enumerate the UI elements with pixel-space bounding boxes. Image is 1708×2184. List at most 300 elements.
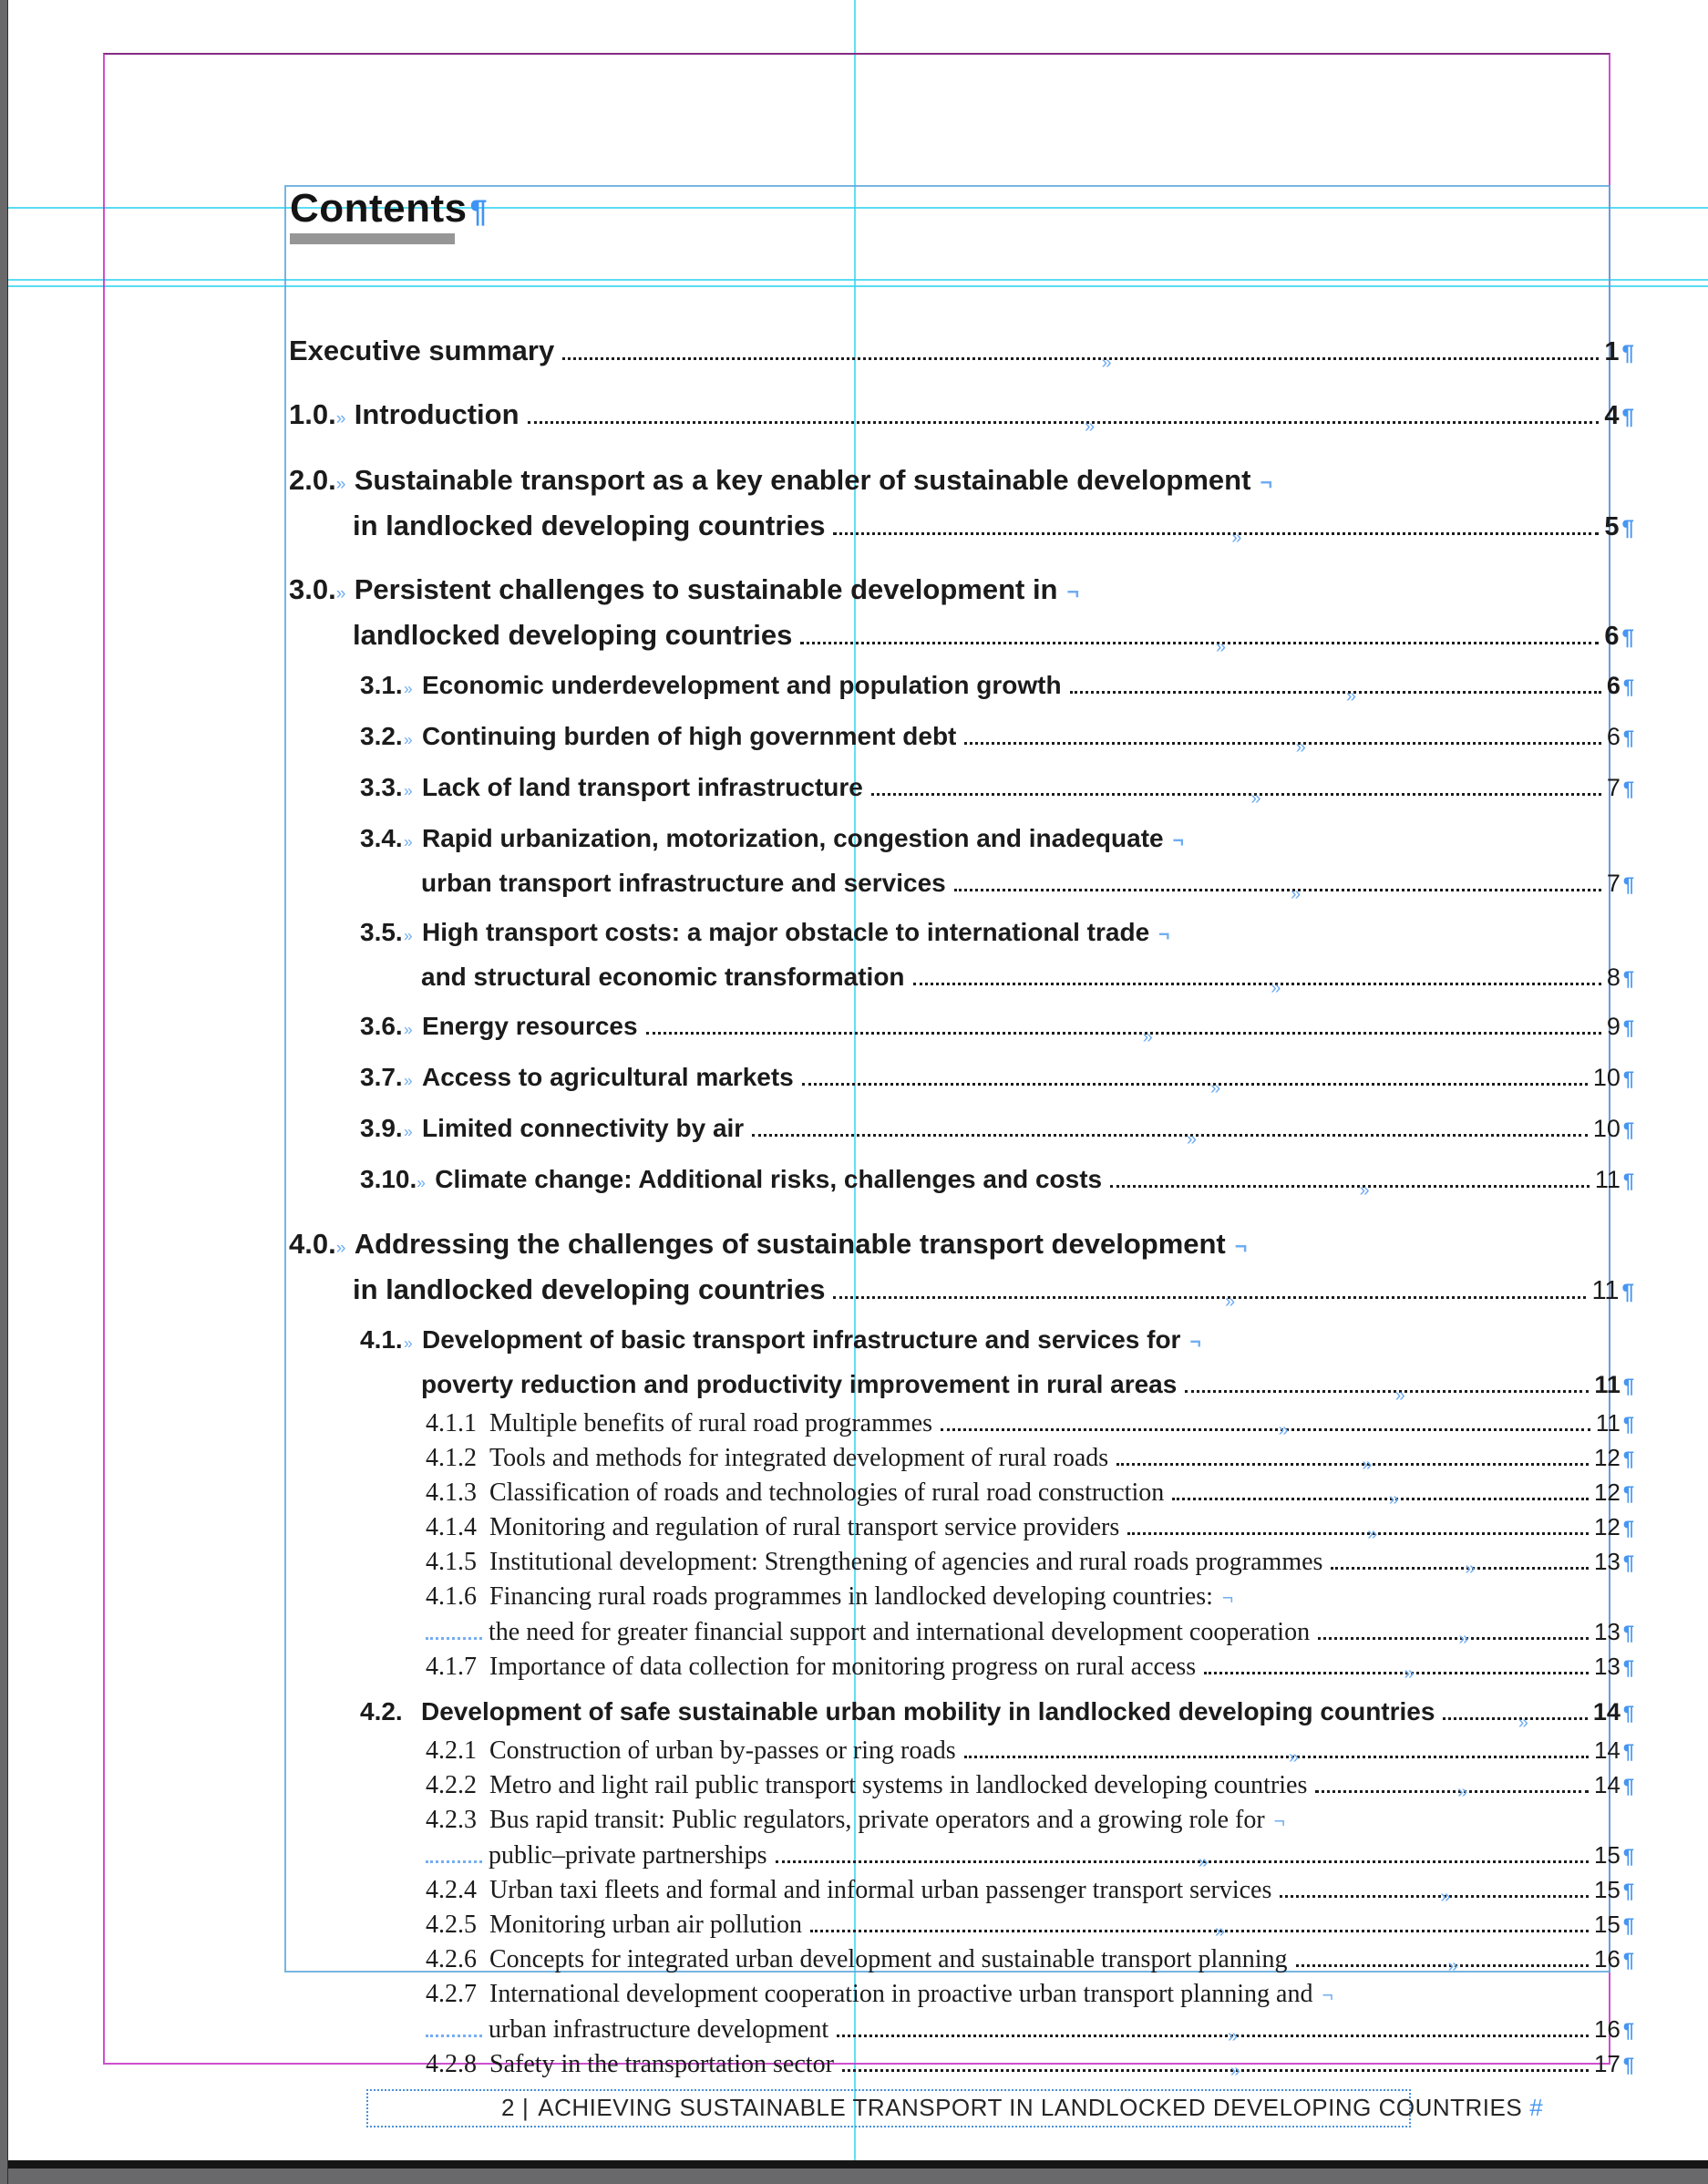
line-break-marker: ¬ bbox=[1158, 924, 1170, 945]
toc-entry[interactable] bbox=[286, 1908, 1634, 1942]
toc-entry-number: 4.1.7 bbox=[426, 1653, 477, 1681]
toc-entry-text: Monitoring urban air pollution bbox=[489, 1911, 802, 1939]
toc-entry-number: 4.1.5 bbox=[426, 1548, 477, 1576]
toc-entry-number: 1.0. bbox=[289, 398, 336, 430]
dot-leader bbox=[800, 637, 1599, 657]
toc-entry-text: Persistent challenges to sustainable development in bbox=[354, 573, 1058, 605]
toc-page-number: 13 bbox=[1593, 1548, 1621, 1575]
tab-marker: » bbox=[1359, 1180, 1370, 1200]
toc-entry[interactable] bbox=[286, 1691, 1634, 1734]
toc-page-number: 12 bbox=[1593, 1478, 1621, 1506]
toc-entry-line bbox=[286, 862, 1634, 905]
toc-entry-line bbox=[286, 2047, 1634, 2082]
pilcrow-marker: ¶ bbox=[1622, 1447, 1634, 1470]
tab-marker: » bbox=[1458, 1629, 1469, 1649]
toc-page-number: 6 bbox=[1606, 672, 1621, 699]
toc-entry[interactable] bbox=[286, 1768, 1634, 1803]
toc-entry-text: Lack of land transport infrastructure bbox=[422, 773, 863, 801]
dot-leader bbox=[1443, 1713, 1587, 1733]
toc-entry-text: Addressing the challenges of sustainable transport development bbox=[354, 1228, 1226, 1260]
dot-leader bbox=[1315, 1782, 1589, 1802]
toc-entry[interactable] bbox=[286, 1319, 1634, 1406]
toc-entry[interactable] bbox=[286, 1056, 1634, 1101]
toc-entry-number: 3.1. bbox=[360, 671, 403, 699]
toc-entry-text: Metro and light rail public transport systems in landlocked developing countries bbox=[489, 1771, 1308, 1799]
line-break-marker: ¬ bbox=[1260, 470, 1273, 494]
tab-marker: » bbox=[1362, 1455, 1373, 1475]
tab-marker: » bbox=[335, 475, 346, 494]
toc-entry-number: 4.2.4 bbox=[426, 1876, 477, 1904]
toc-entry-text: public–private partnerships bbox=[489, 1841, 767, 1870]
tab-marker: » bbox=[1518, 1713, 1528, 1733]
pilcrow-marker: ¶ bbox=[1622, 675, 1634, 698]
title-underline-bar bbox=[290, 233, 455, 244]
toc-entry-line bbox=[286, 1942, 1634, 1977]
toc-page-number: 11 bbox=[1594, 1371, 1621, 1398]
toc-entry-text: Bus rapid transit: Public regulators, private operators and a growing role for bbox=[489, 1806, 1265, 1834]
toc-page-number: 11 bbox=[1595, 1409, 1621, 1437]
toc-entry-text: Tools and methods for integrated development of rural roads bbox=[489, 1444, 1109, 1472]
toc-entry-text: Rapid urbanization, motorization, congestion and inadequate bbox=[422, 824, 1164, 852]
toc-page-number: 12 bbox=[1593, 1513, 1621, 1540]
pilcrow-marker: ¶ bbox=[1622, 1169, 1634, 1192]
toc-entry-line bbox=[286, 1803, 1609, 1839]
dot-leader bbox=[1331, 1559, 1589, 1579]
pilcrow-marker: ¶ bbox=[1622, 1016, 1634, 1039]
story-end-marker: # bbox=[1529, 2094, 1544, 2121]
footer-text-frame[interactable] bbox=[366, 2089, 1544, 2127]
dot-leader bbox=[1296, 1956, 1589, 1976]
toc-entry-text: Executive summary bbox=[289, 335, 555, 366]
pilcrow-marker: ¶ bbox=[1622, 2019, 1634, 2042]
line-break-marker: ¬ bbox=[1172, 830, 1184, 851]
dot-leader bbox=[964, 1747, 1589, 1767]
contents-title-row bbox=[286, 188, 1609, 230]
toc-entry[interactable] bbox=[286, 1803, 1634, 1873]
toc-entry-line bbox=[286, 956, 1634, 999]
dot-leader bbox=[1070, 686, 1601, 706]
toc-entry-line bbox=[286, 394, 1634, 439]
toc-entry-number: 4.1. bbox=[360, 1325, 403, 1354]
toc-entry-text: Concepts for integrated urban development and sustainable transport planning bbox=[489, 1945, 1288, 1973]
toc-entry-number: 4.2.5 bbox=[426, 1911, 477, 1939]
toc-entry-line bbox=[286, 1005, 1634, 1050]
dot-leader bbox=[842, 2061, 1589, 2081]
tab-marker: » bbox=[1210, 1078, 1221, 1098]
toc-entry-text: Development of safe sustainable urban mobility in landlocked developing countries bbox=[421, 1697, 1435, 1726]
tab-marker: » bbox=[1440, 1887, 1451, 1907]
toc-page-number: 15 bbox=[1593, 1911, 1621, 1938]
toc-entry-line bbox=[286, 1580, 1609, 1615]
pilcrow-marker: ¶ bbox=[1622, 778, 1634, 800]
dot-leader bbox=[776, 1852, 1589, 1872]
toc-entry-text: poverty reduction and productivity improvement in rural areas bbox=[421, 1370, 1178, 1398]
tab-marker: » bbox=[1198, 1852, 1209, 1872]
toc-entry-number: 4.2.8 bbox=[426, 2050, 477, 2078]
toc-entry-line bbox=[286, 1269, 1634, 1313]
toc-entry-line bbox=[286, 1441, 1634, 1476]
toc-entry-text: Continuing burden of high government debt bbox=[422, 722, 957, 750]
toc-entry[interactable] bbox=[286, 818, 1634, 905]
tab-marker: » bbox=[1290, 884, 1302, 904]
dot-leader bbox=[954, 884, 1601, 904]
toc-page-number: 9 bbox=[1606, 1013, 1621, 1040]
line-break-marker: ¬ bbox=[1234, 1234, 1248, 1258]
toc-entry-number: 3.7. bbox=[360, 1063, 403, 1091]
dot-leader bbox=[871, 788, 1601, 809]
toc-entry-number: 4.2.1 bbox=[426, 1736, 477, 1765]
toc-entry-text: Energy resources bbox=[422, 1012, 638, 1040]
toc-entry-number: 4.1.4 bbox=[426, 1513, 477, 1541]
toc-entry-text: Multiple benefits of rural road programmes bbox=[489, 1409, 932, 1437]
toc-entry-line bbox=[286, 1768, 1634, 1803]
toc-entry-number: 2.0. bbox=[289, 464, 336, 496]
toc-entry-text: in landlocked developing countries bbox=[353, 1273, 826, 1305]
pilcrow-marker: ¶ bbox=[1622, 1118, 1634, 1141]
dot-leader bbox=[964, 737, 1600, 757]
wrap-indent-marker bbox=[426, 2035, 482, 2037]
toc-entry-text: and structural economic transformation bbox=[421, 963, 905, 991]
toc-entry[interactable] bbox=[286, 2047, 1634, 2082]
tab-marker: » bbox=[1142, 1027, 1153, 1047]
dot-leader bbox=[1116, 1455, 1589, 1475]
dot-leader bbox=[1204, 1664, 1589, 1684]
toc-entry-text: urban transport infrastructure and services bbox=[421, 869, 946, 897]
toc-entry-line bbox=[286, 716, 1634, 760]
toc-entry-text: Monitoring and regulation of rural transport service providers bbox=[489, 1513, 1120, 1541]
dot-leader bbox=[1110, 1180, 1590, 1200]
tab-marker: » bbox=[335, 584, 346, 603]
tab-marker: » bbox=[1388, 1489, 1399, 1509]
pilcrow-marker: ¶ bbox=[1622, 1622, 1634, 1644]
tab-marker: » bbox=[404, 926, 413, 944]
toc-entry-number: 4.1.2 bbox=[426, 1444, 477, 1472]
toc-entry-line bbox=[286, 569, 1609, 614]
toc-entry-line bbox=[286, 1691, 1634, 1734]
page-title: Contents bbox=[290, 186, 468, 231]
toc-page-number: 6 bbox=[1604, 622, 1620, 651]
toc-page-number: 7 bbox=[1606, 774, 1621, 801]
tab-marker: » bbox=[1394, 1386, 1405, 1406]
tab-marker: » bbox=[1231, 528, 1242, 548]
pilcrow-marker: ¶ bbox=[1621, 625, 1634, 650]
toc-page-number: 15 bbox=[1593, 1841, 1621, 1869]
toc-entry-number: 4.2.2 bbox=[426, 1771, 477, 1799]
footer-page-number: 2 bbox=[501, 2094, 515, 2121]
toc-entry-number: 3.10. bbox=[360, 1165, 417, 1193]
toc-entry-text: Classification of roads and technologies of rural road construction bbox=[489, 1478, 1165, 1507]
tab-marker: » bbox=[1230, 2061, 1240, 2081]
toc-page-number: 16 bbox=[1593, 2015, 1621, 2043]
dot-leader bbox=[1127, 1524, 1589, 1544]
toc-entry-line bbox=[286, 1319, 1609, 1364]
tab-marker: » bbox=[404, 1122, 413, 1140]
toc-entry-line bbox=[286, 505, 1634, 549]
pilcrow-marker: ¶ bbox=[1622, 726, 1634, 749]
toc-text-frame[interactable] bbox=[284, 185, 1634, 2081]
toc-entry-line bbox=[286, 1650, 1634, 1684]
toc-entry[interactable] bbox=[286, 664, 1634, 709]
line-break-marker: ¬ bbox=[1221, 1588, 1234, 1609]
toc-page-number: 17 bbox=[1593, 2050, 1621, 2077]
toc-entry-number: 3.4. bbox=[360, 824, 403, 852]
toc-entry[interactable] bbox=[286, 912, 1634, 999]
toc-entry-line bbox=[286, 1734, 1634, 1768]
tab-marker: » bbox=[404, 1020, 413, 1038]
wrap-indent-marker bbox=[426, 1637, 482, 1640]
toc-entry-number: 4.0. bbox=[289, 1228, 336, 1260]
tab-marker: » bbox=[404, 1071, 413, 1089]
toc-entry-line bbox=[286, 1406, 1634, 1441]
toc-entry-text: Limited connectivity by air bbox=[422, 1114, 745, 1142]
toc-entry-line bbox=[286, 1510, 1634, 1545]
toc-entry-text: Safety in the transportation sector bbox=[489, 2050, 834, 2078]
toc-entry-text: Economic underdevelopment and population growth bbox=[422, 671, 1062, 699]
tab-marker: » bbox=[1289, 1747, 1300, 1767]
pilcrow-marker: ¶ bbox=[469, 194, 488, 229]
page-bottom-edge bbox=[7, 2160, 1708, 2169]
pilcrow-marker: ¶ bbox=[1622, 1880, 1634, 1902]
line-break-marker: ¬ bbox=[1189, 1332, 1201, 1353]
toc-entry-line bbox=[286, 767, 1634, 811]
line-break-marker: ¬ bbox=[1322, 1985, 1333, 2006]
tab-marker: » bbox=[404, 832, 413, 850]
footer-line bbox=[501, 2092, 1543, 2123]
dot-leader bbox=[752, 1129, 1588, 1149]
pilcrow-marker: ¶ bbox=[1622, 1656, 1634, 1679]
line-break-marker: ¬ bbox=[1273, 1811, 1285, 1832]
dot-leader bbox=[1172, 1489, 1589, 1509]
dot-leader bbox=[833, 1292, 1586, 1312]
tab-marker: » bbox=[1228, 2026, 1239, 2046]
dot-leader bbox=[528, 417, 1600, 437]
toc-entry-number: 4.2. bbox=[360, 1697, 403, 1726]
toc-entry-text: Construction of urban by-passes or ring roads bbox=[489, 1736, 956, 1765]
dot-leader bbox=[646, 1027, 1601, 1047]
toc-entry-number: 3.3. bbox=[360, 773, 403, 801]
tab-marker: » bbox=[1278, 1420, 1289, 1440]
pilcrow-marker: ¶ bbox=[1622, 1949, 1634, 1972]
toc-entry[interactable] bbox=[286, 1107, 1634, 1152]
toc-entry[interactable] bbox=[286, 1476, 1634, 1510]
pilcrow-marker: ¶ bbox=[1622, 967, 1634, 990]
toc-entry-line bbox=[286, 912, 1609, 956]
tab-marker: » bbox=[1224, 1292, 1236, 1312]
toc-entry-line bbox=[286, 1839, 1634, 1873]
toc-entry-text: Financing rural roads programmes in landlocked developing countries: bbox=[489, 1582, 1213, 1611]
toc-entry-text: in landlocked developing countries bbox=[353, 510, 826, 541]
toc-entry-line bbox=[286, 818, 1609, 862]
toc-entry-number: 4.2.3 bbox=[426, 1806, 477, 1834]
toc-entry-line bbox=[286, 459, 1609, 505]
pilcrow-marker: ¶ bbox=[1621, 341, 1634, 366]
dot-leader bbox=[833, 528, 1599, 548]
toc-page-number: 11 bbox=[1594, 1166, 1621, 1193]
toc-entry[interactable] bbox=[286, 1580, 1634, 1650]
pilcrow-marker: ¶ bbox=[1622, 1702, 1634, 1725]
toc-entry-line bbox=[286, 1873, 1634, 1908]
pilcrow-marker: ¶ bbox=[1622, 1740, 1634, 1763]
tab-marker: » bbox=[1367, 1524, 1378, 1544]
dot-leader bbox=[1318, 1629, 1589, 1649]
pilcrow-marker: ¶ bbox=[1622, 1482, 1634, 1505]
toc-entry-line bbox=[286, 1908, 1634, 1942]
tab-marker: » bbox=[1295, 737, 1306, 757]
toc-page-number: 11 bbox=[1591, 1276, 1620, 1305]
toc-entry-line bbox=[286, 330, 1634, 374]
toc-entry-number: 4.2.6 bbox=[426, 1945, 477, 1973]
toc-entry-text: urban infrastructure development bbox=[489, 2015, 829, 2044]
toc-entry-line bbox=[286, 1476, 1634, 1510]
tab-marker: » bbox=[1250, 788, 1261, 809]
dot-leader bbox=[913, 978, 1601, 998]
toc-entry-number: 3.5. bbox=[360, 918, 403, 946]
toc-entry-line bbox=[286, 1615, 1634, 1650]
tab-marker: » bbox=[335, 409, 346, 428]
toc-entry-line bbox=[286, 1159, 1634, 1203]
tab-marker: » bbox=[417, 1173, 426, 1191]
toc-entry-line bbox=[286, 664, 1634, 709]
toc-entry[interactable] bbox=[286, 1977, 1634, 2047]
toc-entry-number: 4.1.1 bbox=[426, 1409, 477, 1437]
pilcrow-marker: ¶ bbox=[1622, 1517, 1634, 1540]
toc-entry[interactable] bbox=[286, 1545, 1634, 1580]
toc-page-number: 10 bbox=[1592, 1115, 1621, 1142]
toc-entry[interactable] bbox=[286, 1441, 1634, 1476]
toc-page-number: 5 bbox=[1604, 512, 1620, 541]
tab-marker: » bbox=[404, 1334, 413, 1352]
footer-text: ACHIEVING SUSTAINABLE TRANSPORT IN LANDLOCKED DEVELOPING COUNTRIES bbox=[538, 2094, 1523, 2121]
toc-entry-number: 4.2.7 bbox=[426, 1980, 477, 2008]
toc-entry-text: landlocked developing countries bbox=[353, 619, 793, 651]
dot-leader bbox=[810, 1921, 1589, 1942]
pilcrow-marker: ¶ bbox=[1622, 1845, 1634, 1868]
toc-entry-text: Development of basic transport infrastructure and services for bbox=[422, 1325, 1181, 1354]
pilcrow-marker: ¶ bbox=[1621, 516, 1634, 541]
toc-entry-text: High transport costs: a major obstacle to international trade bbox=[422, 918, 1150, 946]
pilcrow-marker: ¶ bbox=[1622, 1775, 1634, 1798]
toc-entry[interactable] bbox=[286, 1223, 1634, 1313]
tab-marker: » bbox=[1084, 417, 1096, 437]
tab-marker: » bbox=[404, 679, 413, 697]
toc-page-number: 6 bbox=[1606, 723, 1621, 750]
toc-entry-number: 4.1.3 bbox=[426, 1478, 477, 1507]
toc-page-number: 14 bbox=[1593, 1736, 1621, 1764]
toc-entry-text: International development cooperation in proactive urban transport planning and bbox=[489, 1980, 1313, 2008]
dot-leader bbox=[802, 1078, 1588, 1098]
tab-marker: » bbox=[1345, 686, 1356, 706]
toc-entry[interactable] bbox=[286, 1734, 1634, 1768]
toc-entry[interactable] bbox=[286, 459, 1634, 549]
toc-page-number: 8 bbox=[1606, 963, 1621, 991]
tab-marker: » bbox=[1404, 1664, 1415, 1684]
tab-marker: » bbox=[1271, 978, 1281, 998]
toc-entry-line bbox=[286, 614, 1634, 658]
dot-leader bbox=[837, 2026, 1589, 2046]
tab-marker: » bbox=[1465, 1559, 1476, 1579]
toc-entry[interactable] bbox=[286, 394, 1634, 439]
toc-page-number: 13 bbox=[1593, 1618, 1621, 1645]
toc-entry[interactable] bbox=[286, 1650, 1634, 1684]
toc-entry-number: 3.6. bbox=[360, 1012, 403, 1040]
toc-entry-line bbox=[286, 1107, 1634, 1152]
toc-entry-number: 4.1.6 bbox=[426, 1582, 477, 1611]
toc-entry[interactable] bbox=[286, 569, 1634, 658]
toc-entry[interactable] bbox=[286, 1942, 1634, 1977]
toc-entry-line bbox=[286, 1545, 1634, 1580]
pilcrow-marker: ¶ bbox=[1622, 1067, 1634, 1090]
tab-marker: » bbox=[404, 730, 413, 748]
pilcrow-marker: ¶ bbox=[1622, 1551, 1634, 1574]
tab-marker: » bbox=[1447, 1956, 1458, 1976]
toc-page-number: 7 bbox=[1606, 870, 1621, 897]
toc-entry-text: Urban taxi fleets and formal and informal urban passenger transport services bbox=[489, 1876, 1272, 1904]
toc-entry-number: 3.9. bbox=[360, 1114, 403, 1142]
pilcrow-marker: ¶ bbox=[1621, 405, 1634, 429]
toc-entry[interactable] bbox=[286, 1406, 1634, 1441]
toc-entry-text: Introduction bbox=[354, 398, 520, 430]
toc-entry[interactable] bbox=[286, 1510, 1634, 1545]
pilcrow-marker: ¶ bbox=[1622, 1914, 1634, 1937]
toc-page-number: 16 bbox=[1593, 1945, 1621, 1973]
wrap-indent-marker bbox=[426, 1860, 482, 1863]
pilcrow-marker: ¶ bbox=[1622, 873, 1634, 896]
footer-separator: | bbox=[521, 2094, 530, 2121]
toc-entry-number: 3.0. bbox=[289, 573, 336, 605]
pilcrow-marker: ¶ bbox=[1622, 1375, 1634, 1397]
tab-marker: » bbox=[1457, 1782, 1468, 1802]
toc-entry-number: 3.2. bbox=[360, 722, 403, 750]
line-break-marker: ¬ bbox=[1066, 580, 1080, 603]
toc-entry-text: Access to agricultural markets bbox=[422, 1063, 794, 1091]
toc-page-number: 1 bbox=[1604, 337, 1620, 366]
tab-marker: » bbox=[335, 1239, 346, 1258]
toc-entries bbox=[286, 330, 1634, 2082]
toc-page-number: 14 bbox=[1593, 1771, 1621, 1798]
toc-page-number: 12 bbox=[1593, 1444, 1621, 1471]
tab-marker: » bbox=[404, 781, 413, 799]
toc-entry-text: the need for greater financial support and international development cooperation bbox=[489, 1618, 1311, 1646]
toc-page-number: 10 bbox=[1592, 1064, 1621, 1091]
toc-entry-text: Sustainable transport as a key enabler of sustainable development bbox=[354, 464, 1251, 496]
pilcrow-marker: ¶ bbox=[1622, 2054, 1634, 2076]
toc-entry[interactable] bbox=[286, 716, 1634, 760]
tab-marker: » bbox=[1215, 637, 1226, 657]
toc-entry-text: Institutional development: Strengthening of agencies and rural roads programmes bbox=[489, 1548, 1323, 1576]
toc-page-number: 14 bbox=[1592, 1698, 1621, 1726]
toc-entry[interactable] bbox=[286, 330, 1634, 374]
toc-entry-line bbox=[286, 2013, 1634, 2047]
toc-entry[interactable] bbox=[286, 1159, 1634, 1203]
toc-entry-text: Importance of data collection for monitoring progress on rural access bbox=[489, 1653, 1197, 1681]
toc-entry-line bbox=[286, 1056, 1634, 1101]
tab-marker: » bbox=[1186, 1129, 1197, 1149]
tab-marker: » bbox=[1101, 353, 1112, 373]
pasteboard-bottom bbox=[7, 2169, 1708, 2184]
toc-entry[interactable] bbox=[286, 1873, 1634, 1908]
dot-leader bbox=[1280, 1887, 1589, 1907]
toc-page-number: 15 bbox=[1593, 1876, 1621, 1903]
toc-entry[interactable] bbox=[286, 767, 1634, 811]
dot-leader bbox=[1185, 1386, 1589, 1406]
toc-entry[interactable] bbox=[286, 1005, 1634, 1050]
toc-page-number: 4 bbox=[1604, 401, 1620, 430]
toc-page-number: 13 bbox=[1593, 1653, 1621, 1680]
tab-marker: » bbox=[1215, 1921, 1226, 1942]
pasteboard-left-strip bbox=[0, 0, 8, 2184]
dot-leader bbox=[562, 353, 1599, 373]
pilcrow-marker: ¶ bbox=[1621, 1280, 1634, 1304]
